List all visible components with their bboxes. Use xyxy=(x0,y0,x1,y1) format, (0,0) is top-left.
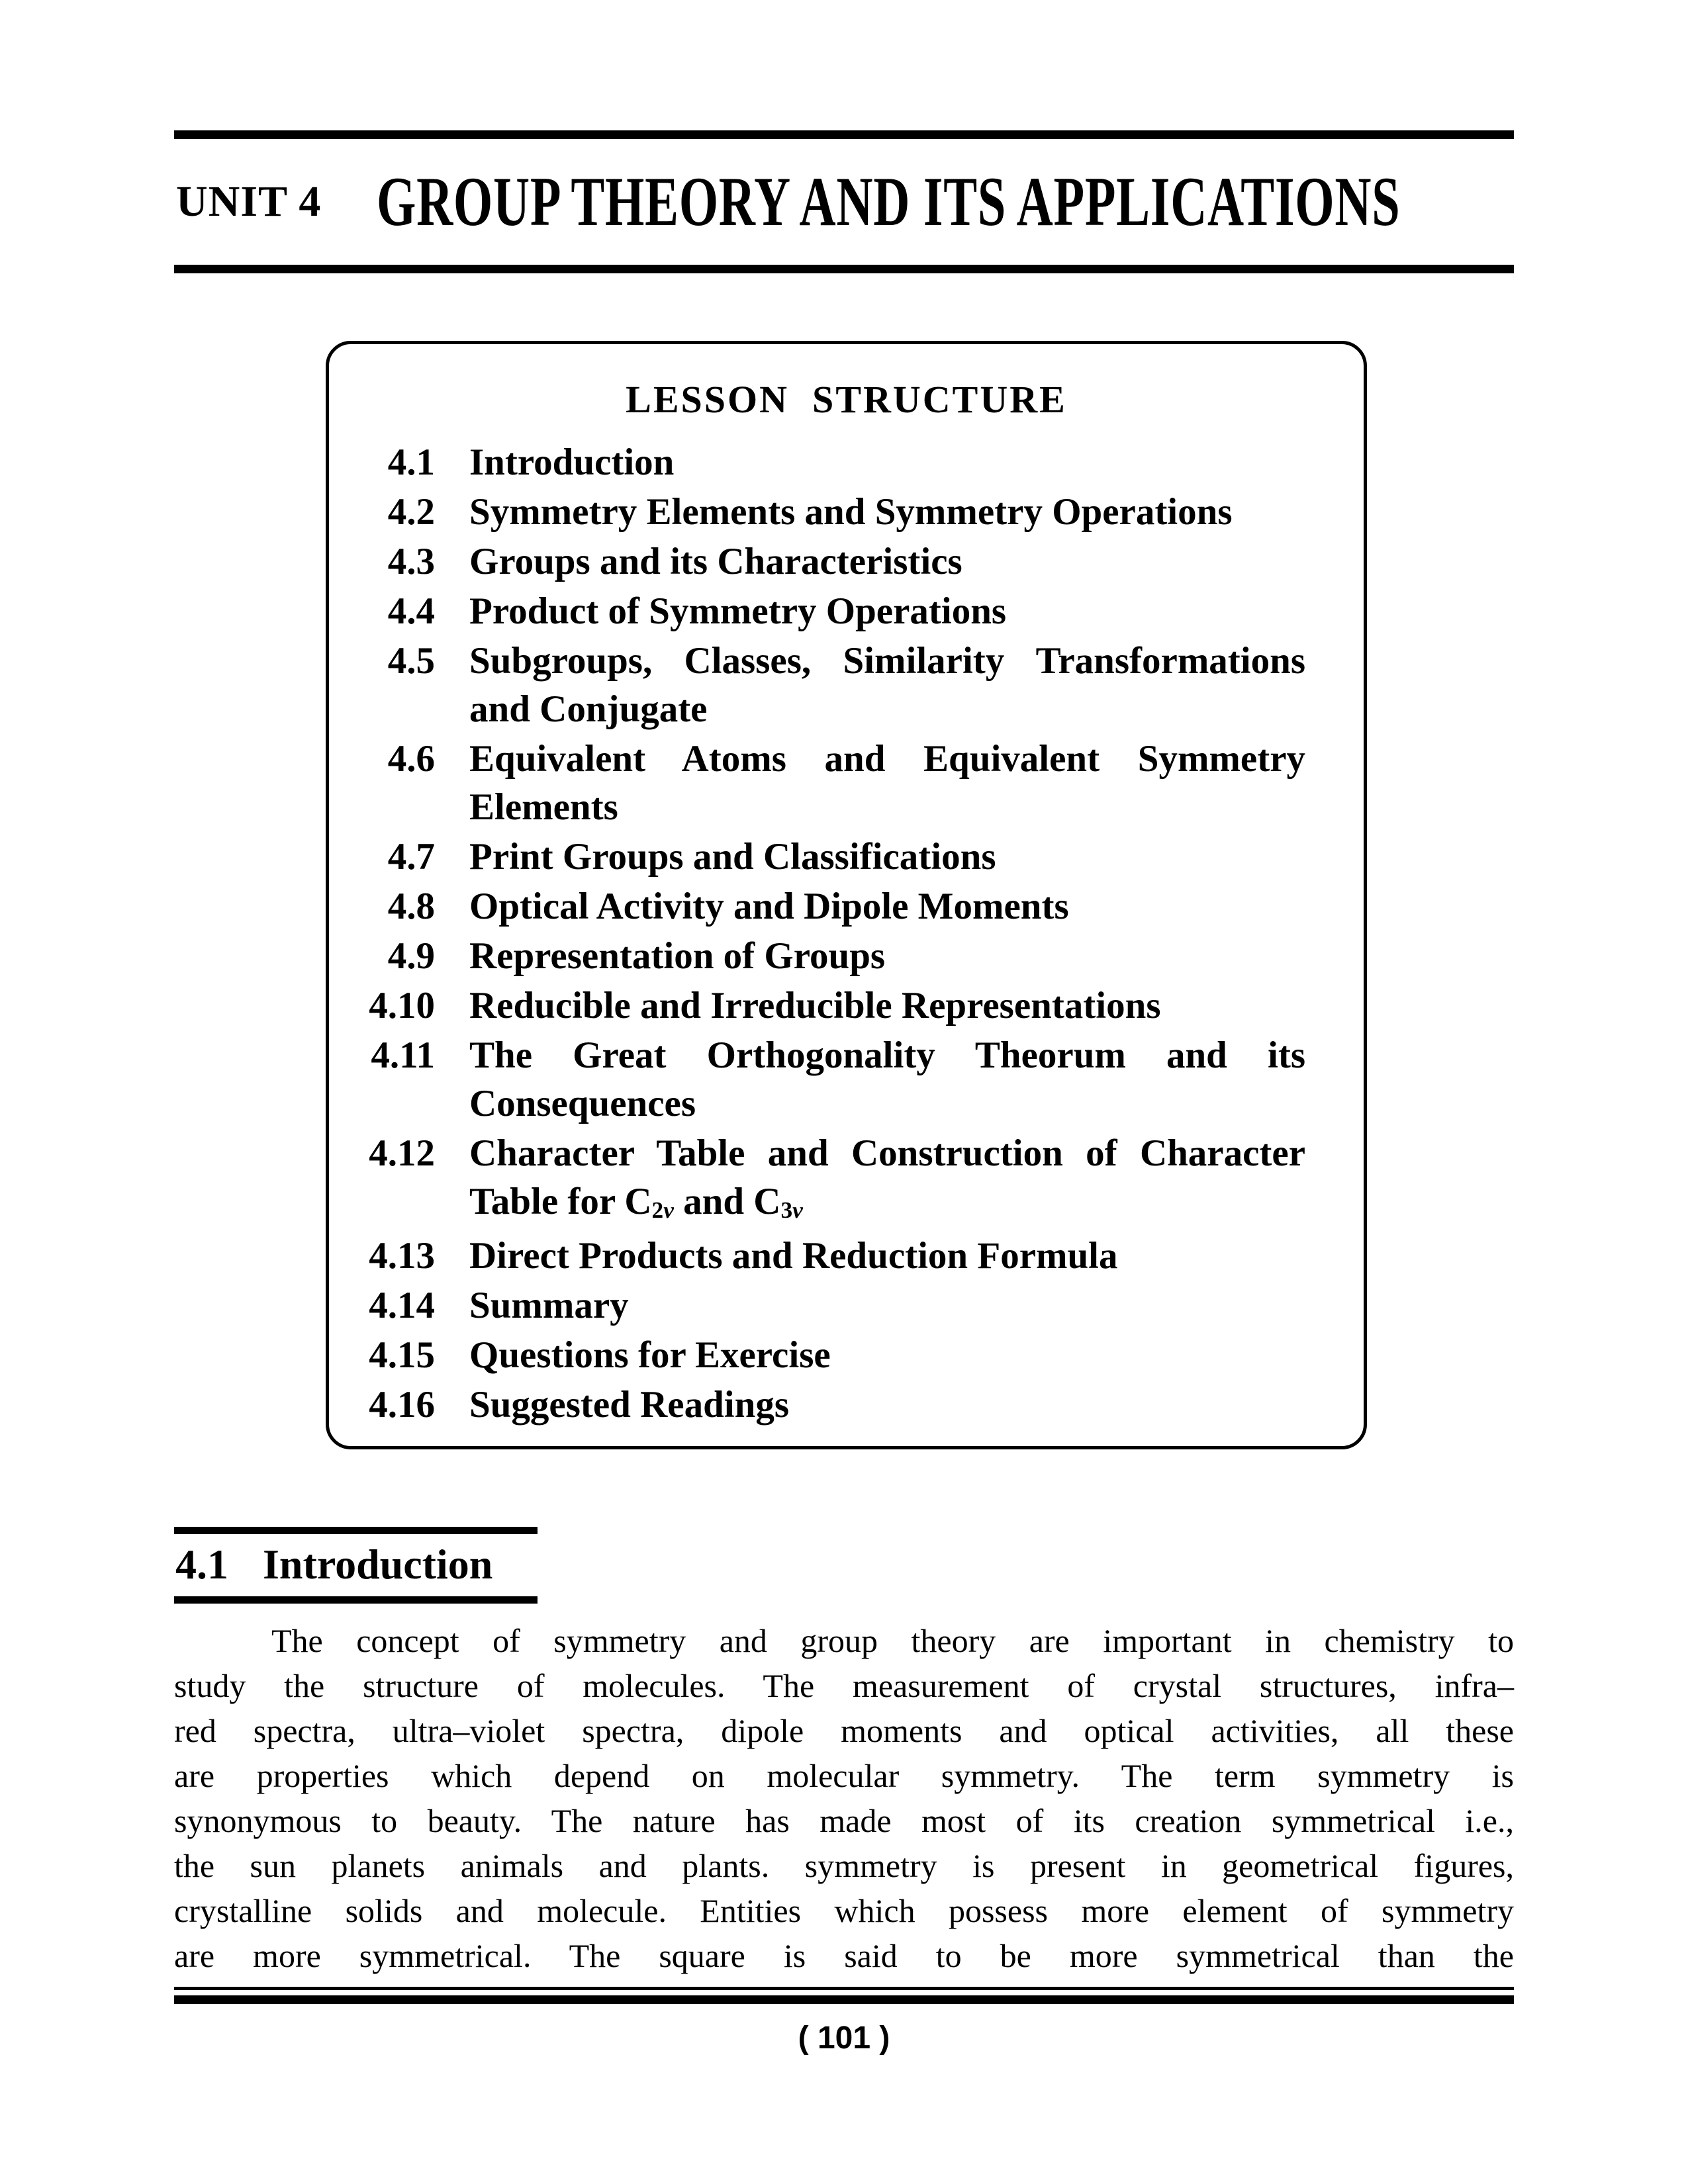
label-text: Suggested Readings xyxy=(469,1384,789,1426)
unit-label: UNIT 4 xyxy=(176,177,322,226)
paragraph-line: are properties which depend on molecular symmetry. The term symmetry is xyxy=(174,1757,1514,1794)
lesson-item-line xyxy=(469,587,1305,635)
lesson-item-line xyxy=(469,932,1305,980)
lesson-item-number: 4.6 xyxy=(387,738,435,780)
lesson-item xyxy=(329,882,1364,931)
lesson-item-line xyxy=(469,981,1305,1030)
lesson-item-line xyxy=(469,1079,1305,1128)
lesson-structure-list xyxy=(329,438,1364,1429)
lesson-item-number: 4.4 xyxy=(387,590,435,632)
paragraph-line: synonymous to beauty. The nature has made most of its creation symmetrical i.e., xyxy=(174,1802,1514,1839)
lesson-item-line xyxy=(469,1031,1305,1079)
label-text: Product of Symmetry Operations xyxy=(469,590,1007,632)
lesson-item-number: 4.7 xyxy=(387,836,435,878)
lesson-item-label xyxy=(469,637,1305,733)
lesson-item xyxy=(329,488,1364,536)
lesson-item-line xyxy=(469,1381,1305,1429)
lesson-item-line xyxy=(469,1177,1305,1230)
lesson-item-number: 4.11 xyxy=(371,1034,435,1076)
lesson-item-label xyxy=(469,833,1305,881)
label-text: Introduction xyxy=(469,441,675,483)
lesson-item-number: 4.15 xyxy=(369,1334,435,1376)
section-heading xyxy=(174,1527,538,1604)
lesson-item-label xyxy=(469,1129,1305,1230)
lesson-structure-title: LESSON STRUCTURE xyxy=(626,378,1067,421)
lesson-item xyxy=(329,1129,1364,1230)
paragraph-line: study the structure of molecules. The measurement of crystal structures, infra– xyxy=(174,1667,1514,1704)
subscript-text: 3 xyxy=(780,1197,793,1224)
label-text: Elements xyxy=(469,786,618,828)
lesson-item xyxy=(329,735,1364,831)
header xyxy=(174,141,1514,263)
paragraph-line: the sun planets animals and plants. symmetry is present in geometrical figures, xyxy=(174,1847,1514,1884)
lesson-item-line xyxy=(469,537,1305,586)
header-top-rule xyxy=(174,130,1514,139)
lesson-item-number: 4.5 xyxy=(387,640,435,682)
lesson-item-number: 4.13 xyxy=(369,1235,435,1277)
lesson-structure-box xyxy=(326,341,1367,1449)
label-text: Subgroups, Classes, Similarity Transformations xyxy=(469,640,1305,682)
lesson-item xyxy=(329,981,1364,1030)
lesson-item-label xyxy=(469,1381,1305,1429)
lesson-item xyxy=(329,637,1364,733)
label-text: Symmetry Elements and Symmetry Operations xyxy=(469,491,1233,533)
label-text: Representation of Groups xyxy=(469,935,886,977)
paragraph-line: are more symmetrical. The square is said to be more symmetrical than the xyxy=(174,1937,1514,1974)
label-text: Optical Activity and Dipole Moments xyxy=(469,886,1069,927)
lesson-item xyxy=(329,1031,1364,1128)
lesson-item-line xyxy=(469,1129,1305,1177)
paragraph-line: crystalline solids and molecule. Entities which possess more element of symmetry xyxy=(174,1892,1514,1929)
label-text: Groups and its Characteristics xyxy=(469,541,962,582)
lesson-item-label xyxy=(469,1031,1305,1128)
footer-thin-rule xyxy=(174,1987,1514,1990)
lesson-item-line xyxy=(469,637,1305,685)
label-text: Direct Products and Reduction Formula xyxy=(469,1235,1118,1277)
lesson-item-number: 4.16 xyxy=(369,1384,435,1426)
label-text: Questions for Exercise xyxy=(469,1334,831,1376)
lesson-item-line xyxy=(469,735,1305,783)
intro-paragraph xyxy=(174,1618,1514,1978)
lesson-item-number: 4.9 xyxy=(387,935,435,977)
lesson-item-number: 4.8 xyxy=(387,886,435,927)
lesson-item xyxy=(329,833,1364,881)
lesson-item-line xyxy=(469,783,1305,831)
label-text: Consequences xyxy=(469,1083,696,1124)
lesson-item-line xyxy=(469,882,1305,931)
lesson-item-label xyxy=(469,1232,1305,1280)
lesson-item-line xyxy=(469,438,1305,486)
label-text: Reducible and Irreducible Representations xyxy=(469,985,1161,1026)
label-text: and C xyxy=(673,1181,781,1222)
label-text: The Great Orthogonality Theorum and its xyxy=(469,1034,1305,1076)
lesson-item-label xyxy=(469,537,1305,586)
lesson-item-label xyxy=(469,488,1305,536)
lesson-item-number: 4.3 xyxy=(387,541,435,582)
lesson-item-line xyxy=(469,685,1305,733)
lesson-item-number: 4.2 xyxy=(387,491,435,533)
section-title: Introduction xyxy=(263,1541,493,1588)
paragraph-line: red spectra, ultra–violet spectra, dipole moments and optical activities, all these xyxy=(174,1712,1514,1749)
lesson-item xyxy=(329,438,1364,486)
paragraph-line: The concept of symmetry and group theory are important in chemistry to xyxy=(271,1622,1514,1659)
lesson-item-line xyxy=(469,833,1305,881)
label-text: and Conjugate xyxy=(469,688,708,730)
lesson-item xyxy=(329,932,1364,980)
label-text: Equivalent Atoms and Equivalent Symmetry xyxy=(469,738,1305,780)
lesson-item-number: 4.10 xyxy=(369,985,435,1026)
lesson-item-label xyxy=(469,438,1305,486)
lesson-item xyxy=(329,1281,1364,1330)
label-text: Character Table and Construction of Character xyxy=(469,1132,1305,1174)
subscript-text: 2 xyxy=(651,1197,664,1224)
lesson-item-label xyxy=(469,882,1305,931)
lesson-item-label xyxy=(469,735,1305,831)
subscript-text: v xyxy=(792,1197,803,1224)
lesson-item-line xyxy=(469,488,1305,536)
lesson-item xyxy=(329,537,1364,586)
lesson-item-number: 4.14 xyxy=(369,1285,435,1326)
page-number: ( 101 ) xyxy=(798,2021,890,2056)
lesson-item xyxy=(329,1381,1364,1429)
lesson-item-line xyxy=(469,1281,1305,1330)
header-bottom-rule xyxy=(174,265,1514,273)
label-text: Print Groups and Classifications xyxy=(469,836,996,878)
label-text: Table for C xyxy=(469,1181,652,1222)
lesson-item xyxy=(329,1331,1364,1379)
lesson-item-line xyxy=(469,1331,1305,1379)
lesson-item-label xyxy=(469,587,1305,635)
lesson-item-label xyxy=(469,932,1305,980)
lesson-item-number: 4.1 xyxy=(387,441,435,483)
lesson-item-label xyxy=(469,1281,1305,1330)
subscript-text: v xyxy=(663,1197,674,1224)
lesson-item-label xyxy=(469,1331,1305,1379)
footer-thick-rule xyxy=(174,1995,1514,2004)
lesson-item-label xyxy=(469,981,1305,1030)
page-title: GROUP THEORY AND ITS APPLICATIONS xyxy=(377,163,1401,240)
section-number: 4.1 xyxy=(175,1541,228,1588)
lesson-item-line xyxy=(469,1232,1305,1280)
lesson-item xyxy=(329,587,1364,635)
lesson-item-number: 4.12 xyxy=(369,1132,435,1174)
lesson-item xyxy=(329,1232,1364,1280)
label-text: Summary xyxy=(469,1285,629,1326)
